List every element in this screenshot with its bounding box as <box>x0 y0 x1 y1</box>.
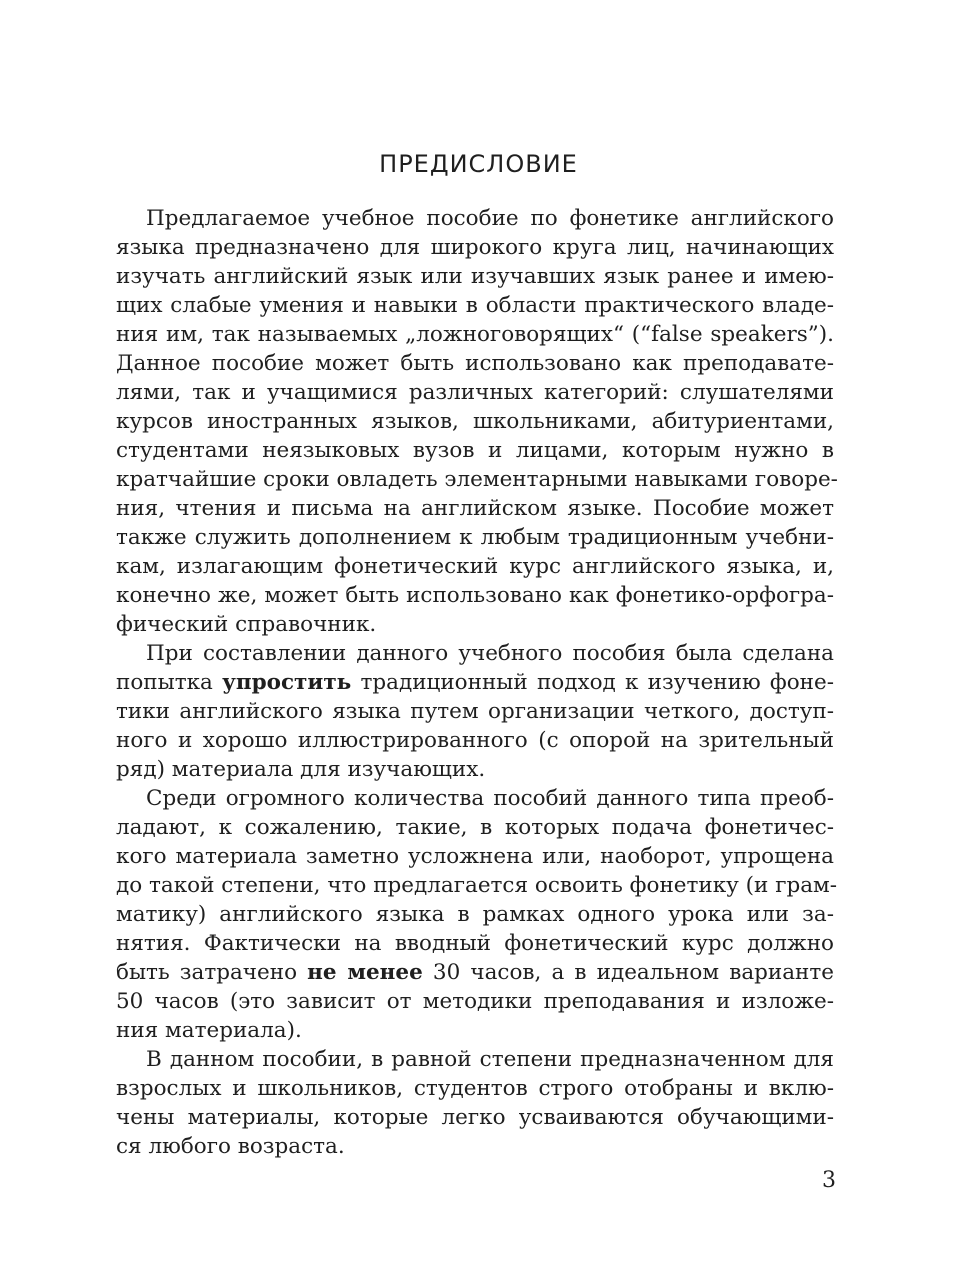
text-line: Среди огромного количества пособий данного типа преоб- <box>146 786 834 811</box>
emphasis-text: упростить <box>222 670 352 695</box>
text-line: ряд) материала для изучающих. <box>116 757 486 782</box>
text-line: фический справочник. <box>116 612 377 637</box>
text-line: кого материала заметно усложнена или, наоборот, упрощена <box>116 844 834 869</box>
text-line: курсов иностранных языков, школьниками, абитуриентами, <box>116 409 834 434</box>
text-fragment: быть затрачено <box>116 960 308 985</box>
text-line: тики английского языка путем организации четкого, доступ- <box>116 699 834 724</box>
text-line: студентами неязыковых вузов и лицами, которым нужно в <box>116 438 834 463</box>
text-line <box>116 958 834 987</box>
text-line: ния им, так называемых „ложноговорящих“ (“false speakers”). <box>116 322 834 347</box>
text-line: ся любого возраста. <box>116 1134 345 1159</box>
page-title: ПРЕДИСЛОВИЕ <box>379 150 578 178</box>
text-fragment: 30 часов, а в идеальном варианте <box>422 960 834 985</box>
emphasis-text: не менее <box>307 960 423 985</box>
text-line: ладают, к сожалению, такие, в которых подача фонетичес- <box>116 815 834 840</box>
document-body <box>116 204 838 1161</box>
text-line <box>116 668 834 697</box>
text-line: лями, так и учащимися различных категорий: слушателями <box>116 380 834 405</box>
paragraph-3 <box>116 784 838 1045</box>
text-line: кратчайшие сроки овладеть элементарными навыками говоре- <box>116 467 838 492</box>
text-line: В данном пособии, в равной степени предназначенном для <box>146 1047 834 1072</box>
text-line: матику) английского языка в рамках одного урока или за- <box>116 902 834 927</box>
text-line: взрослых и школьников, студентов строго отобраны и вклю- <box>116 1076 834 1101</box>
text-line: ния материала). <box>116 1018 302 1043</box>
text-line: конечно же, может быть использовано как фонетико-орфогра- <box>116 583 834 608</box>
text-line: кам, излагающим фонетический курс английского языка, и, <box>116 554 834 579</box>
paragraph-4 <box>116 1045 834 1161</box>
text-line: чены материалы, которые легко усваиваются обучающими- <box>116 1105 834 1130</box>
text-line: языка предназначено для широкого круга лиц, начинающих <box>116 235 834 260</box>
text-line: Данное пособие может быть использовано как преподавате- <box>116 351 834 376</box>
text-line: изучать английский язык или изучавших язык ранее и имею- <box>116 264 834 289</box>
page-number: 3 <box>822 1168 836 1193</box>
paragraph-1 <box>116 204 838 639</box>
text-line: ного и хорошо иллюстрированного (с опорой на зрительный <box>116 728 834 753</box>
text-line: 50 часов (это зависит от методики преподавания и изложе- <box>116 989 834 1014</box>
text-line: также служить дополнением к любым традиционным учебни- <box>116 525 834 550</box>
text-line: до такой степени, что предлагается освоить фонетику (и грам- <box>116 873 838 898</box>
text-line: нятия. Фактически на вводный фонетический курс должно <box>116 931 834 956</box>
text-line: щих слабые умения и навыки в области практического владе- <box>116 293 834 318</box>
text-fragment: попытка <box>116 670 223 695</box>
text-line: При составлении данного учебного пособия была сделана <box>146 641 834 666</box>
paragraph-2 <box>116 639 834 784</box>
text-line: ния, чтения и письма на английском языке. Пособие может <box>116 496 834 521</box>
text-fragment: традиционный подход к изучению фоне- <box>351 670 834 695</box>
text-line: Предлагаемое учебное пособие по фонетике английского <box>146 206 834 231</box>
